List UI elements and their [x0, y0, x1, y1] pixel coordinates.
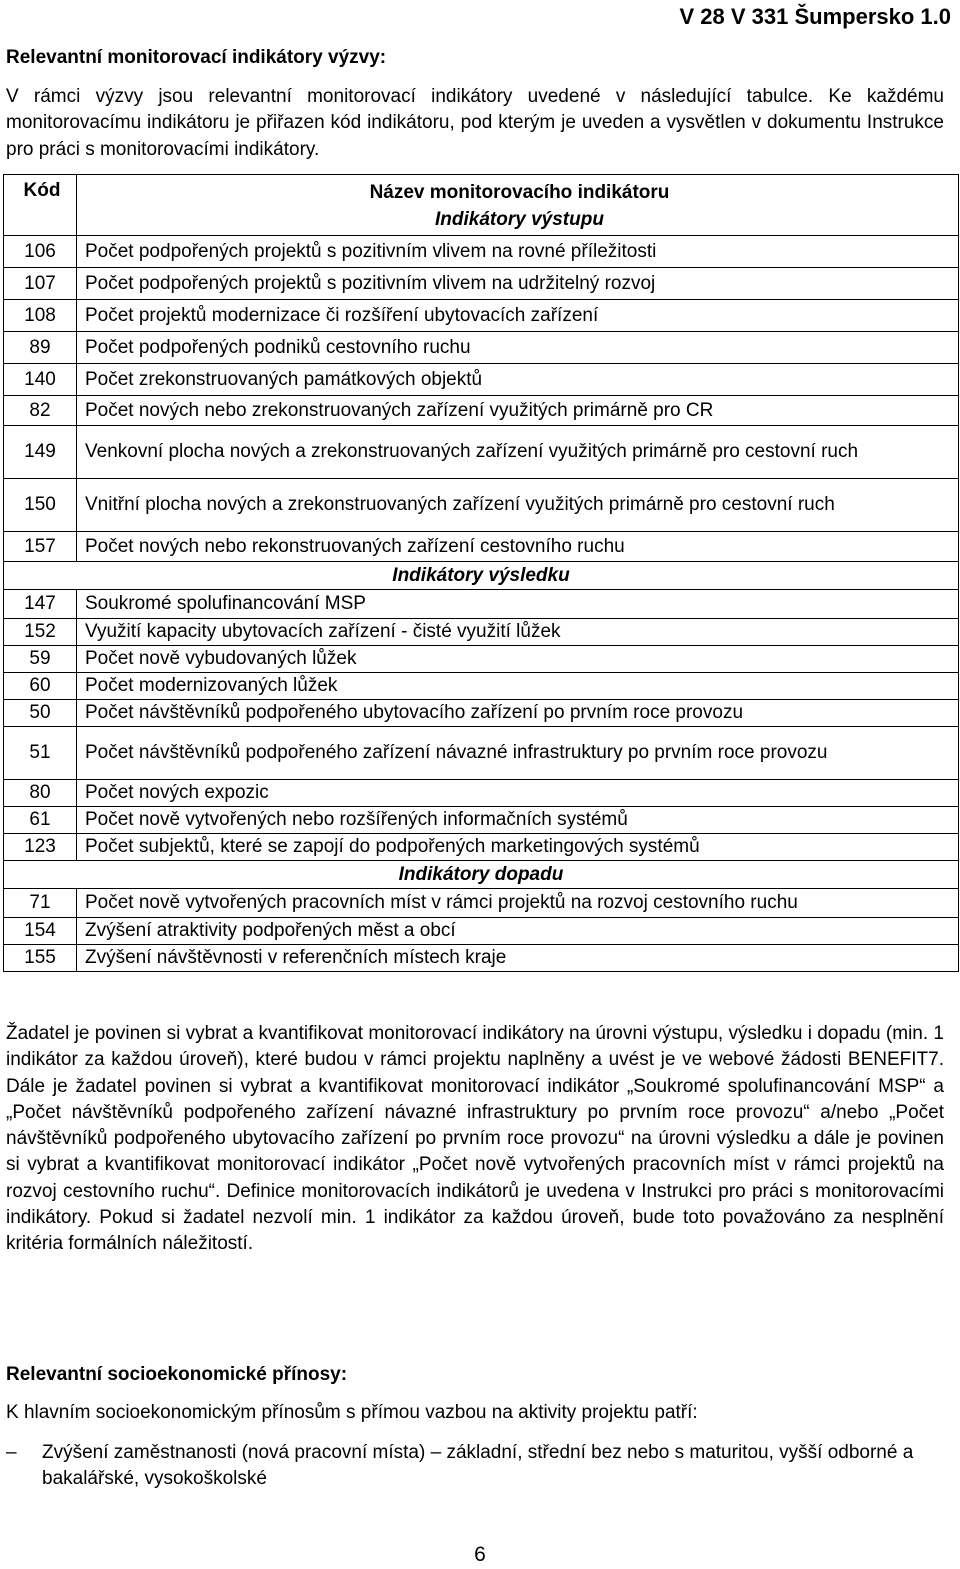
group-header-row [4, 562, 959, 590]
indicator-table [3, 174, 959, 972]
table-row [4, 300, 959, 332]
indicator-name: Počet nových nebo zrekonstruovaných zařízení využitých primárně pro CR [77, 396, 959, 426]
table-row [4, 700, 959, 727]
indicator-code: 150 [4, 479, 77, 532]
table-row [4, 807, 959, 834]
requirements-paragraph: Žadatel je povinen si vybrat a kvantifikovat monitorovací indikátory na úrovni výstupu, výsledku i dopadu (min. 1 indikátor za každou úroveň), které budou v rámci projektu naplněny a uvést je ve webové žádosti BENEFIT7. Dále je žadatel povinen si vybrat a kvantifikovat monitorovací indikátor „Soukromé spolufinancování MSP“ a „Počet návštěvníků podpořeného zařízení návazné infrastruktury po prvním roce provozu“ a/nebo „Počet návštěvníků podpořeného ubytovacího zařízení po prvním roce provozu“ na úrovni výsledku a dále je povinen si vybrat a kvantifikovat monitorovací indikátor „Počet nově vytvořených pracovních míst v rámci projektů na rozvoj cestovního ruchu“. Definice monitorovacích indikátorů je uvedena v Instrukci pro práci s monitorovacími indikátory. Pokud si žadatel nezvolí min. 1 indikátor za každou úroveň, bude toto považováno za nesplnění kritéria formálních náležitostí. [6, 1023, 944, 1255]
table-row [4, 396, 959, 426]
indicator-code: 71 [4, 889, 77, 918]
indicator-code: 149 [4, 426, 77, 479]
group-title: Indikátory výsledku [4, 562, 959, 590]
indicator-name: Počet nových expozic [77, 780, 959, 807]
indicator-code: 155 [4, 945, 77, 972]
section-title-indicators: Relevantní monitorovací indikátory výzvy: [6, 47, 387, 68]
indicator-name: Počet nově vybudovaných lůžek [77, 646, 959, 673]
indicator-code: 80 [4, 780, 77, 807]
table-row [4, 479, 959, 532]
socioeconomic-intro: K hlavním socioekonomickým přínosům s přímou vazbou na aktivity projektu patří: [6, 1402, 698, 1423]
table-row [4, 727, 959, 780]
indicator-name: Počet podpořených projektů s pozitivním vlivem na rovné příležitosti [77, 236, 959, 268]
column-header-name-label: Název monitorovacího indikátoru [369, 182, 670, 203]
indicator-name: Počet modernizovaných lůžek [77, 673, 959, 700]
table-row [4, 918, 959, 945]
column-header-name [77, 175, 959, 236]
indicator-code: 106 [4, 236, 77, 268]
document-code: V 28 V 331 Šumpersko 1.0 [679, 4, 951, 29]
table-row [4, 268, 959, 300]
table-row [4, 590, 959, 619]
table-row [4, 236, 959, 268]
indicator-name: Počet podpořených projektů s pozitivním vlivem na udržitelný rozvoj [77, 268, 959, 300]
indicator-code: 157 [4, 532, 77, 562]
bullet-dash: – [6, 1442, 17, 1463]
indicator-name: Počet zrekonstruovaných památkových objektů [77, 364, 959, 396]
table-row [4, 673, 959, 700]
table-header-row [4, 175, 959, 236]
indicator-code: 123 [4, 834, 77, 861]
indicator-name: Venkovní plocha nových a zrekonstruovaných zařízení využitých primárně pro cestovní ruch [77, 426, 959, 479]
indicator-code: 60 [4, 673, 77, 700]
indicator-code: 140 [4, 364, 77, 396]
table-row [4, 834, 959, 861]
indicator-name: Zvýšení atraktivity podpořených měst a obcí [77, 918, 959, 945]
table-body [4, 236, 959, 972]
indicator-name: Využití kapacity ubytovacích zařízení - čisté využití lůžek [77, 619, 959, 646]
indicator-name: Počet podpořených podniků cestovního ruchu [77, 332, 959, 364]
intro-paragraph: V rámci výzvy jsou relevantní monitorovací indikátory uvedené v následující tabulce. Ke každému monitorovacímu indikátoru je přiřazen kód indikátoru, pod kterým je uveden a vysvětlen v dokumentu Instrukce pro práci s monitorovacími indikátory. [6, 86, 944, 160]
bullet-text: Zvýšení zaměstnanosti (nová pracovní místa) – základní, střední bez nebo s maturitou, vyšší odborné a bakalářské, vysokoškolské [42, 1442, 914, 1489]
group-title: Indikátory dopadu [4, 861, 959, 889]
indicator-name: Vnitřní plocha nových a zrekonstruovaných zařízení využitých primárně pro cestovní ruch [77, 479, 959, 532]
table-row [4, 889, 959, 918]
indicator-code: 51 [4, 727, 77, 780]
table-row [4, 426, 959, 479]
indicator-name: Počet nově vytvořených pracovních míst v rámci projektů na rozvoj cestovního ruchu [77, 889, 959, 918]
bullet-list-item [6, 1440, 944, 1492]
indicator-code: 89 [4, 332, 77, 364]
column-header-code: Kód [4, 175, 77, 236]
table-row [4, 532, 959, 562]
indicator-code: 152 [4, 619, 77, 646]
group-header-row [4, 861, 959, 889]
indicator-code: 107 [4, 268, 77, 300]
table-row [4, 332, 959, 364]
table-row [4, 780, 959, 807]
indicator-code: 50 [4, 700, 77, 727]
indicator-code: 61 [4, 807, 77, 834]
indicator-code: 147 [4, 590, 77, 619]
indicator-code: 82 [4, 396, 77, 426]
page-number: 6 [474, 1543, 486, 1566]
indicator-name: Počet nově vytvořených nebo rozšířených informačních systémů [77, 807, 959, 834]
indicator-code: 59 [4, 646, 77, 673]
table-row [4, 945, 959, 972]
indicator-name: Počet projektů modernizace či rozšíření ubytovacích zařízení [77, 300, 959, 332]
indicator-name: Počet návštěvníků podpořeného ubytovacího zařízení po prvním roce provozu [77, 700, 959, 727]
table-row [4, 619, 959, 646]
indicator-name: Počet nových nebo rekonstruovaných zařízení cestovního ruchu [77, 532, 959, 562]
indicator-code: 154 [4, 918, 77, 945]
indicator-name: Počet návštěvníků podpořeného zařízení návazné infrastruktury po prvním roce provozu [77, 727, 959, 780]
group-title-output: Indikátory výstupu [435, 209, 604, 230]
table-row [4, 364, 959, 396]
section-title-socioeconomic: Relevantní socioekonomické přínosy: [6, 1364, 348, 1385]
indicator-name: Zvýšení návštěvnosti v referenčních místech kraje [77, 945, 959, 972]
indicator-name: Počet subjektů, které se zapojí do podpořených marketingových systémů [77, 834, 959, 861]
table-row [4, 646, 959, 673]
indicator-code: 108 [4, 300, 77, 332]
indicator-name: Soukromé spolufinancování MSP [77, 590, 959, 619]
